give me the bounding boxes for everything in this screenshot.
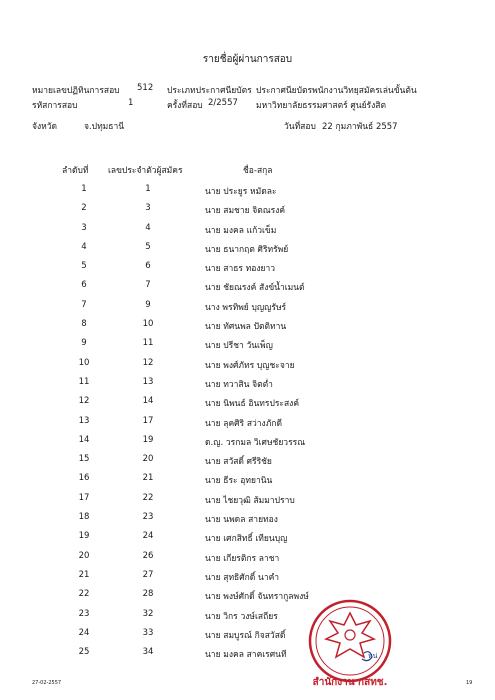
row-candidate-id: 24 <box>142 531 154 542</box>
row-full-name: นาย ประยูร หมัดละ <box>205 187 277 197</box>
row-order: 3 <box>81 222 87 233</box>
header-order: ลำดับที่ <box>62 166 89 176</box>
row-full-name: นาย นิพนธ์ อินทรประสงค์ <box>205 399 300 410</box>
row-full-name: นาง พรทิพย์ บุญญรัษร์ <box>205 302 287 313</box>
table-row <box>0 238 495 257</box>
exam-date-label: วันที่สอบ <box>284 122 316 132</box>
row-full-name: นาย มงคล แก้วเข็ม <box>205 225 277 236</box>
header-full-name: ชื่อ-สกุล <box>243 166 273 176</box>
official-seal <box>300 595 400 695</box>
row-candidate-id: 33 <box>142 627 154 638</box>
table-row <box>0 296 495 315</box>
exam-no-value: 512 <box>137 83 154 93</box>
row-order: 2 <box>81 203 87 214</box>
cert-type-value: ประกาศนียบัตรพนักงานวิทยุสมัครเล่นขั้นต้น <box>256 86 417 96</box>
row-candidate-id: 21 <box>142 473 154 484</box>
row-full-name: นาย ไชยวุฒิ ส้มมาปราบ <box>205 495 295 506</box>
table-row <box>0 373 495 392</box>
province-label: จังหวัด <box>32 122 58 132</box>
table-row <box>0 180 495 199</box>
row-candidate-id: 4 <box>145 222 151 233</box>
row-order: 18 <box>78 512 90 523</box>
table-row <box>0 219 495 238</box>
table-row <box>0 392 495 411</box>
row-order: 6 <box>81 280 87 291</box>
results-table <box>0 180 495 662</box>
row-full-name: ด.ญ. วรกมล วิเศษชัยวรรณ <box>205 437 306 448</box>
row-full-name: นาย ธีระ อุทยานิน <box>205 476 273 487</box>
exam-no-label: หมายเลขปฏิทินการสอบ <box>32 86 120 96</box>
row-full-name: นาย เกียรติกร ลาชา <box>205 553 280 564</box>
row-order: 1 <box>81 184 87 194</box>
row-full-name: นาย นพดล สายทอง <box>205 515 278 526</box>
row-candidate-id: 3 <box>145 203 151 214</box>
row-order: 5 <box>81 261 87 272</box>
table-row <box>0 469 495 488</box>
table-row <box>0 605 495 624</box>
row-order: 20 <box>78 550 90 561</box>
row-full-name: นาย ปรีชา วันเพ็ญ <box>205 341 273 352</box>
table-row <box>0 412 495 431</box>
row-order: 10 <box>78 357 90 368</box>
table-row <box>0 624 495 643</box>
row-candidate-id: 12 <box>142 357 154 368</box>
table-row <box>0 585 495 604</box>
table-row <box>0 508 495 527</box>
row-candidate-id: 11 <box>142 338 154 349</box>
row-order: 24 <box>78 627 90 638</box>
row-full-name: นาย พงษ์ศักดิ์ จันทรากูลพงษ์ <box>205 592 309 603</box>
row-order: 4 <box>81 241 87 252</box>
round-label: ครั้งที่สอบ <box>167 101 203 111</box>
row-candidate-id: 27 <box>142 569 154 580</box>
row-candidate-id: 22 <box>142 492 154 503</box>
row-order: 15 <box>78 454 90 465</box>
row-candidate-id: 13 <box>142 376 154 387</box>
page-number: 19 <box>466 680 473 686</box>
row-candidate-id: 5 <box>145 241 151 252</box>
row-candidate-id: 17 <box>142 415 154 426</box>
cert-type-label: ประเภทประกาศนียบัตร <box>167 86 252 96</box>
row-full-name: นาย สาธร ทองยาว <box>205 264 276 275</box>
row-full-name: นาย ลุคศิริ สว่างภักดี <box>205 418 282 429</box>
table-row <box>0 257 495 276</box>
row-full-name: นาย สมบูรณ์ กิจสวัสดิ์ <box>205 630 286 641</box>
table-row <box>0 547 495 566</box>
row-candidate-id: 19 <box>142 434 154 445</box>
table-row <box>0 431 495 450</box>
row-order: 19 <box>78 531 90 542</box>
row-order: 23 <box>78 608 90 619</box>
row-candidate-id: 6 <box>145 261 151 272</box>
row-order: 17 <box>78 492 90 503</box>
row-candidate-id: 20 <box>142 454 154 465</box>
row-candidate-id: 1 <box>145 184 151 194</box>
row-full-name: นาย ธนากฤต ศิริทรัพย์ <box>205 244 289 255</box>
row-candidate-id: 28 <box>142 589 154 600</box>
row-candidate-id: 26 <box>142 550 154 561</box>
row-full-name: นาย สุทธิศักดิ์ นาคำ <box>205 572 280 583</box>
row-full-name: นาย ทัศนพล ปัตติทาน <box>205 322 287 333</box>
exam-code-value: 1 <box>128 98 134 108</box>
table-row <box>0 489 495 508</box>
row-candidate-id: 9 <box>145 299 151 310</box>
table-row <box>0 199 495 218</box>
row-candidate-id: 7 <box>145 280 151 291</box>
row-candidate-id: 34 <box>142 647 154 658</box>
row-order: 13 <box>78 415 90 426</box>
row-candidate-id: 32 <box>142 608 154 619</box>
row-candidate-id: 10 <box>142 319 154 330</box>
table-row <box>0 334 495 353</box>
row-order: 12 <box>78 396 90 407</box>
row-candidate-id: 14 <box>142 396 154 407</box>
province-value: จ.ปทุมธานี <box>84 122 125 132</box>
row-order: 16 <box>78 473 90 484</box>
row-order: 9 <box>81 338 87 349</box>
exam-code-label: รหัสการสอบ <box>32 101 78 111</box>
row-full-name: นาย สวัสดิ์ ศรีริชัย <box>205 457 272 468</box>
table-row <box>0 276 495 295</box>
row-full-name: นาย สมชาย จิตณรงค์ <box>205 206 286 217</box>
table-row <box>0 566 495 585</box>
document-title: รายชื่อผู้ผ่านการสอบ <box>202 54 293 65</box>
row-full-name: นาย วิกร วงษ์เสถียร <box>205 611 278 622</box>
table-row <box>0 315 495 334</box>
header-candidate-id: เลขประจำตัวผู้สมัคร <box>108 166 183 176</box>
table-row <box>0 527 495 546</box>
row-candidate-id: 23 <box>142 512 154 523</box>
footer-date: 27-02-2557 <box>32 680 62 686</box>
exam-date-value: 22 กุมภาพันธ์ 2557 <box>322 122 398 132</box>
table-row <box>0 354 495 373</box>
seal-label: สำนักงาน กสทช. <box>312 677 388 688</box>
row-order: 25 <box>78 647 90 658</box>
row-full-name: นาย มงคล สาคเรศนที <box>205 650 287 661</box>
row-full-name: นาย ชัยณรงค์ สังข์น้ำเมนต์ <box>205 283 305 294</box>
row-order: 7 <box>81 299 87 310</box>
venue: มหาวิทยาลัยธรรมศาสตร์ ศูนย์รังสิต <box>256 101 386 111</box>
round-value: 2/2557 <box>208 98 238 108</box>
row-order: 14 <box>78 434 90 445</box>
row-order: 11 <box>78 376 90 387</box>
row-order: 21 <box>78 569 90 580</box>
table-row <box>0 450 495 469</box>
table-row <box>0 643 495 662</box>
row-order: 22 <box>78 589 90 600</box>
row-full-name: นาย พงศ์ภัทร บุญชะจาย <box>205 360 295 371</box>
row-order: 8 <box>81 319 87 330</box>
signature: หน่ <box>368 652 378 660</box>
row-full-name: นาย เศกสิทธิ์ เทียนบุญ <box>205 534 288 545</box>
row-full-name: นาย ทวาสิน จิตต่ำ <box>205 379 273 390</box>
